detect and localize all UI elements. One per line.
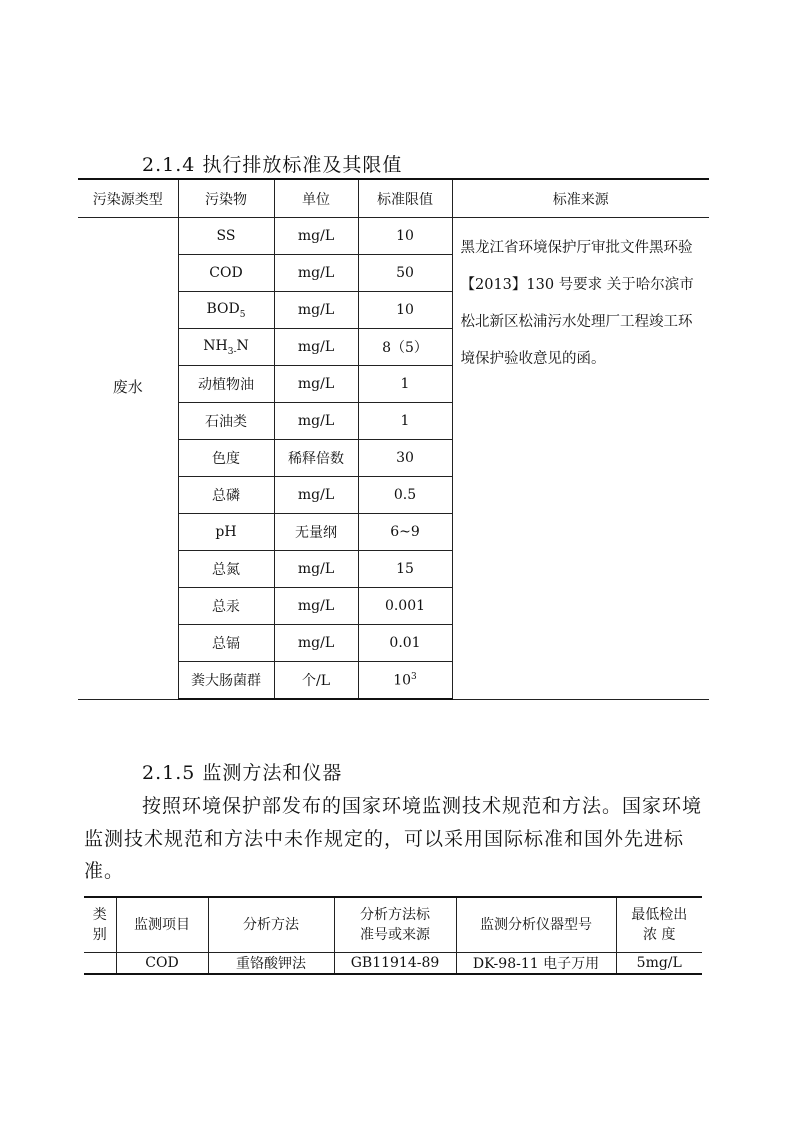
standard-source-cell: 黑龙江省环境保护厅审批文件黑环验【2013】130 号要求 关于哈尔滨市松北新区松浦污水处理厂工程竣工环境保护验收意见的函。 bbox=[452, 218, 709, 700]
limit-cell: 1 bbox=[358, 403, 452, 440]
header-standard: 分析方法标准号或来源 bbox=[334, 897, 456, 953]
limit-cell: 10 bbox=[358, 218, 452, 255]
unit-cell: mg/L bbox=[274, 588, 358, 625]
header-method: 分析方法 bbox=[208, 897, 334, 953]
section-heading-2-1-4: 2.1.4 执行排放标准及其限值 bbox=[142, 154, 403, 176]
pollutant-cell: 粪大肠菌群 bbox=[178, 662, 274, 700]
unit-cell: mg/L bbox=[274, 292, 358, 329]
unit-cell: mg/L bbox=[274, 625, 358, 662]
monitoring-paragraph bbox=[84, 790, 704, 888]
table-row bbox=[78, 218, 709, 255]
unit-cell: mg/L bbox=[274, 366, 358, 403]
table-header-row bbox=[84, 897, 702, 953]
limit-cell bbox=[358, 662, 452, 700]
limit-cell: 0.5 bbox=[358, 477, 452, 514]
header-source-type: 污染源类型 bbox=[78, 179, 178, 218]
unit-cell: mg/L bbox=[274, 551, 358, 588]
source-type-cell: 废水 bbox=[78, 218, 178, 700]
pollutant-cell: 总磷 bbox=[178, 477, 274, 514]
item-cell: COD bbox=[116, 953, 208, 975]
pollutant-name: NH bbox=[203, 337, 228, 354]
header-item: 监测项目 bbox=[116, 897, 208, 953]
header-detection-limit: 最低检出浓 度 bbox=[616, 897, 702, 953]
limit-cell: 6~9 bbox=[358, 514, 452, 551]
unit-cell: mg/L bbox=[274, 218, 358, 255]
paragraph-text: 按照环境保护部发布的国家环境监测技术规范和方法。国家环境监测技术规范和方法中未作规定的，可以采用国际标准和国外先进标准。 bbox=[84, 795, 703, 882]
pollutant-cell: pH bbox=[178, 514, 274, 551]
limit-cell: 15 bbox=[358, 551, 452, 588]
header-unit: 单位 bbox=[274, 179, 358, 218]
unit-cell: mg/L bbox=[274, 329, 358, 366]
header-instrument: 监测分析仪器型号 bbox=[456, 897, 616, 953]
pollutant-tail: N bbox=[236, 337, 249, 354]
detection-limit-cell: 5mg/L bbox=[616, 953, 702, 975]
pollutant-name: BOD bbox=[206, 300, 240, 317]
limit-cell: 10 bbox=[358, 292, 452, 329]
limit-cell: 1 bbox=[358, 366, 452, 403]
pollutant-cell: 动植物油 bbox=[178, 366, 274, 403]
header-source: 标准来源 bbox=[452, 179, 709, 218]
unit-cell: 稀释倍数 bbox=[274, 440, 358, 477]
emission-standards-table bbox=[78, 178, 709, 700]
unit-cell: mg/L bbox=[274, 403, 358, 440]
instrument-cell: DK-98-11 电子万用 bbox=[456, 953, 616, 975]
limit-base: 10 bbox=[393, 672, 412, 689]
method-cell: 重铬酸钾法 bbox=[208, 953, 334, 975]
limit-cell: 0.01 bbox=[358, 625, 452, 662]
header-pollutant: 污染物 bbox=[178, 179, 274, 218]
limit-cell: 8（5） bbox=[358, 329, 452, 366]
monitoring-methods-table bbox=[84, 896, 702, 975]
limit-cell: 50 bbox=[358, 255, 452, 292]
pollutant-cell: COD bbox=[178, 255, 274, 292]
pollutant-cell: SS bbox=[178, 218, 274, 255]
limit-cell: 0.001 bbox=[358, 588, 452, 625]
header-category: 类别 bbox=[84, 897, 116, 953]
pollutant-subscript: 3- bbox=[227, 346, 237, 357]
table-header-row bbox=[78, 179, 709, 218]
table-row bbox=[84, 953, 702, 975]
unit-cell: mg/L bbox=[274, 477, 358, 514]
pollutant-subscript: 5 bbox=[239, 309, 246, 320]
unit-cell: 无量纲 bbox=[274, 514, 358, 551]
pollutant-cell: 总汞 bbox=[178, 588, 274, 625]
limit-cell: 30 bbox=[358, 440, 452, 477]
pollutant-cell: 色度 bbox=[178, 440, 274, 477]
pollutant-cell bbox=[178, 292, 274, 329]
limit-exponent: 3 bbox=[411, 671, 417, 682]
pollutant-cell: 总镉 bbox=[178, 625, 274, 662]
unit-cell: 个/L bbox=[274, 662, 358, 700]
pollutant-cell: 石油类 bbox=[178, 403, 274, 440]
standard-cell: GB11914-89 bbox=[334, 953, 456, 975]
section-heading-2-1-5: 2.1.5 监测方法和仪器 bbox=[142, 762, 343, 784]
pollutant-cell bbox=[178, 329, 274, 366]
pollutant-cell: 总氮 bbox=[178, 551, 274, 588]
unit-cell: mg/L bbox=[274, 255, 358, 292]
header-limit: 标准限值 bbox=[358, 179, 452, 218]
category-cell bbox=[84, 953, 116, 975]
